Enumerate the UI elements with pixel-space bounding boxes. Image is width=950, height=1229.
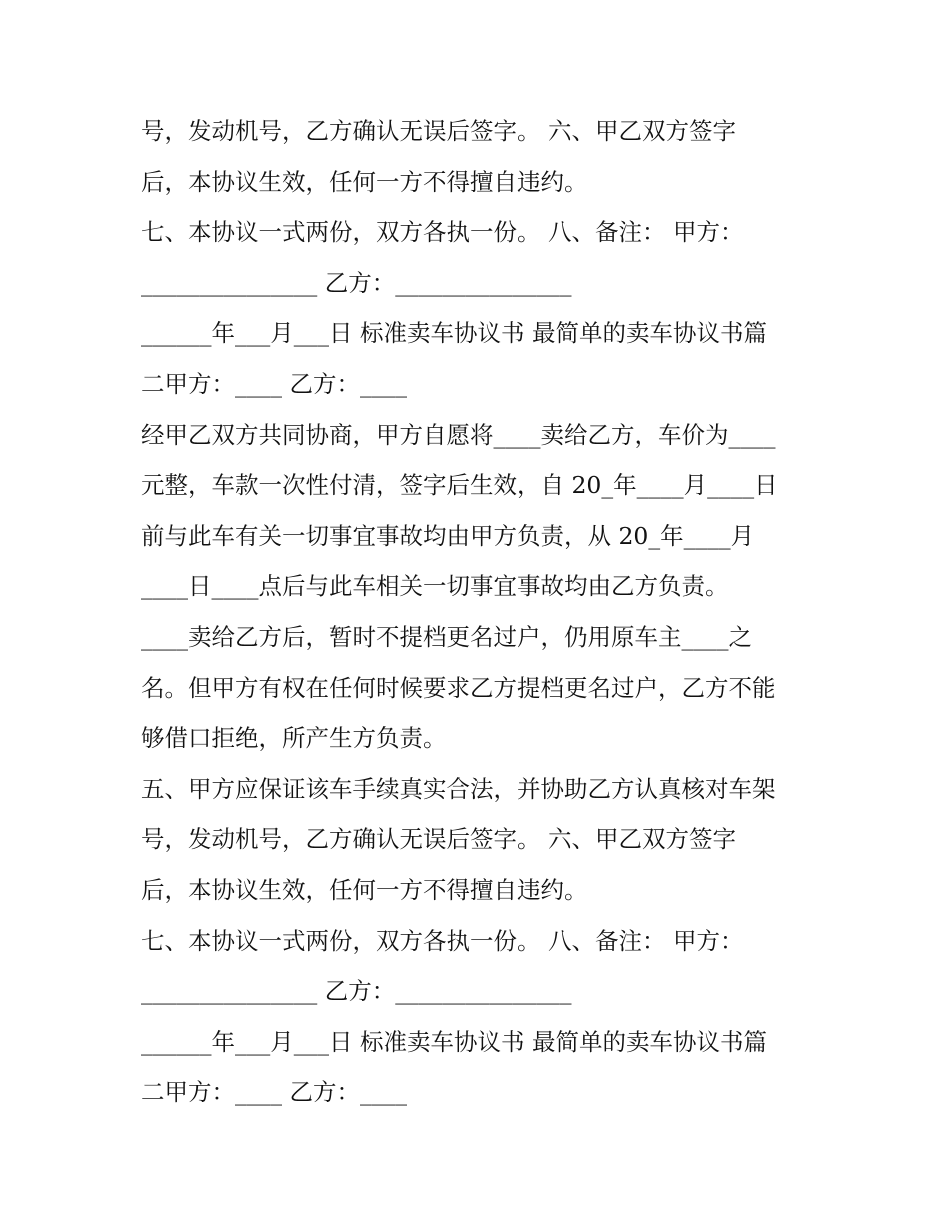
text-line: ____日____点后与此车相关一切事宜事故均由乙方负责。 xyxy=(141,572,729,601)
text-line: 号，发动机号，乙方确认无误后签字。 六、甲乙双方签字 xyxy=(141,825,736,854)
text-line: 后，本协议生效，任何一方不得擅自违约。 xyxy=(141,167,588,196)
text-line: 够借口拒绝，所产生方负责。 xyxy=(141,724,447,753)
text-line: 二甲方：____ 乙方：____ xyxy=(141,369,407,398)
text-line: _______________ 乙方：_______________ xyxy=(141,977,572,1006)
text-line: 名。但甲方有权在任何时候要求乙方提档更名过户，乙方不能 xyxy=(141,673,776,702)
text-line: ______年___月___日 标准卖车协议书 最简单的卖车协议书篇 xyxy=(141,1027,767,1056)
text-line: 七、本协议一式两份，双方各执一份。 八、备注： 甲方： xyxy=(141,218,744,247)
text-line: ______年___月___日 标准卖车协议书 最简单的卖车协议书篇 xyxy=(141,319,767,348)
text-line: 五、甲方应保证该车手续真实合法，并协助乙方认真核对车架 xyxy=(141,774,776,803)
text-line: 二甲方：____ 乙方：____ xyxy=(141,1078,407,1107)
text-line: 七、本协议一式两份，双方各执一份。 八、备注： 甲方： xyxy=(141,926,744,955)
text-line: ____卖给乙方后，暂时不提档更名过户，仍用原车主____之 xyxy=(141,622,752,651)
text-line: 前与此车有关一切事宜事故均由甲方负责，从 20_年____月 xyxy=(141,521,755,550)
text-line: _______________ 乙方：_______________ xyxy=(141,268,572,297)
text-line: 元整，车款一次性付清，签字后生效，自 20_年____月____日 xyxy=(141,471,778,500)
text-line: 号，发动机号，乙方确认无误后签字。 六、甲乙双方签字 xyxy=(141,117,736,145)
text-line: 后，本协议生效，任何一方不得擅自违约。 xyxy=(141,875,588,904)
document-body xyxy=(141,106,831,1118)
text-line: 经甲乙双方共同协商，甲方自愿将____卖给乙方，车价为____ xyxy=(141,420,776,449)
